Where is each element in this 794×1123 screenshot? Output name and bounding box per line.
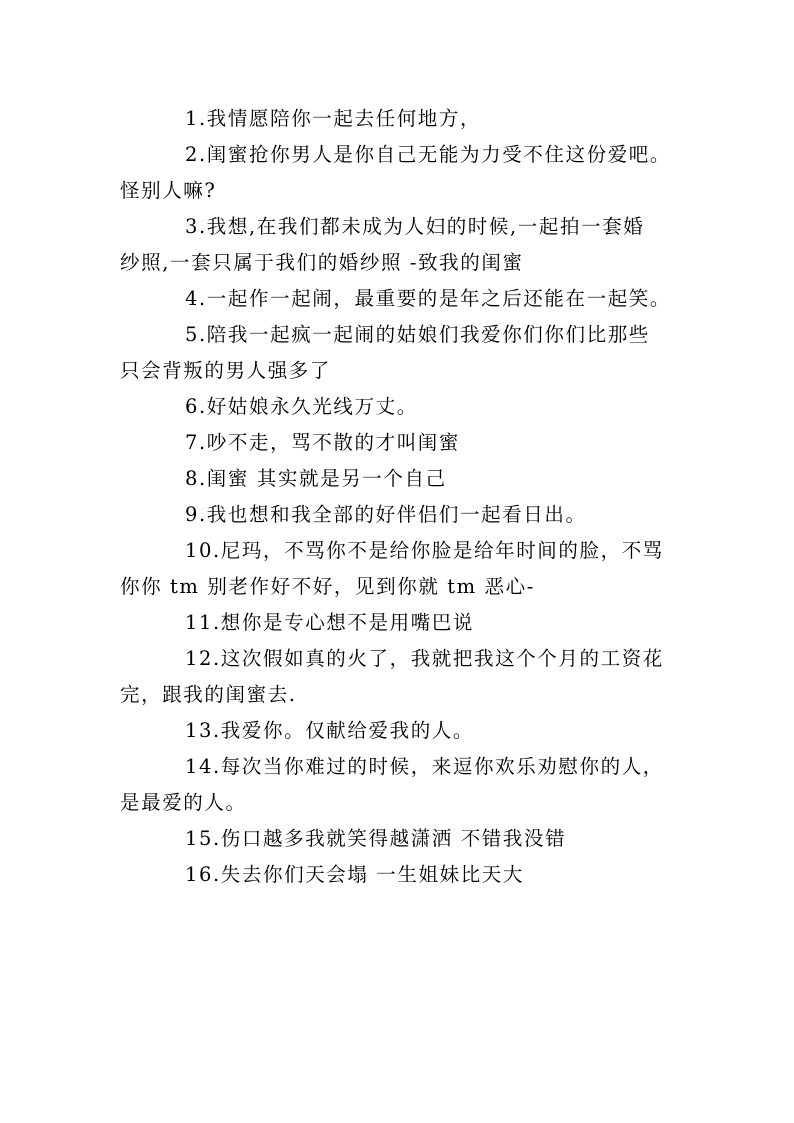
list-item-15 [120, 821, 680, 857]
item-3-line-1: 3.我想,在我们都未成为人妇的时候,一起拍一套婚 [185, 215, 645, 238]
list-item-8 [120, 461, 680, 497]
list-item-2 [120, 137, 680, 209]
item-10-line-1: 10.尼玛，不骂你不是给你脸是给年时间的脸，不骂 [185, 539, 664, 562]
item-10-line-2: 你你 tm 别老作好不好，见到你就 tm 恶心- [120, 575, 535, 598]
item-8-line-1: 8.闺蜜 其实就是另一个自己 [185, 467, 447, 490]
item-13-line-1: 13.我爱你。仅献给爱我的人。 [185, 719, 475, 742]
list-item-7 [120, 425, 680, 461]
list-item-13 [120, 713, 680, 749]
item-15-line-1: 15.伤口越多我就笑得越潇洒 不错我没错 [185, 827, 567, 850]
item-7-line-1: 7.吵不走，骂不散的才叫闺蜜 [185, 431, 461, 454]
item-2-line-2: 怪别人嘛? [120, 179, 217, 202]
item-16-line-1: 16.失去你们天会塌 一生姐妹比天大 [185, 863, 525, 886]
item-5-line-1: 5.陪我一起疯一起闹的姑娘们我爱你们你们比那些 [185, 323, 650, 346]
item-9-line-1: 9.我也想和我全部的好伴侣们一起看日出。 [185, 503, 587, 526]
item-6-line-1: 6.好姑娘永久光线万丈。 [185, 395, 418, 418]
item-12-line-2: 完，跟我的闺蜜去. [120, 683, 297, 706]
document-body [120, 101, 680, 893]
list-item-4 [120, 281, 680, 317]
list-item-12 [120, 641, 680, 713]
item-5-line-2: 只会背叛的男人强多了 [120, 359, 332, 382]
list-item-14 [120, 749, 680, 821]
list-item-5 [120, 317, 680, 389]
list-item-9 [120, 497, 680, 533]
item-12-line-1: 12.这次假如真的火了，我就把我这个个月的工资花 [185, 647, 664, 670]
list-item-6 [120, 389, 680, 425]
list-item-1 [120, 101, 680, 137]
list-item-16 [120, 857, 680, 893]
list-item-3 [120, 209, 680, 281]
item-3-line-2: 纱照,一套只属于我们的婚纱照 -致我的闺蜜 [120, 251, 524, 274]
list-item-11 [120, 605, 680, 641]
list-item-10 [120, 533, 680, 605]
item-11-line-1: 11.想你是专心想不是用嘴巴说 [185, 611, 475, 634]
item-14-line-1: 14.每次当你难过的时候，来逗你欢乐劝慰你的人， [185, 755, 664, 778]
item-4-line-1: 4.一起作一起闹，最重要的是年之后还能在一起笑。 [185, 287, 672, 310]
item-1-line-1: 1.我情愿陪你一起去任何地方， [185, 107, 482, 130]
item-14-line-2: 是最爱的人。 [120, 791, 247, 814]
item-2-line-1: 2.闺蜜抢你男人是你自己无能为力受不住这份爱吧。 [185, 143, 672, 166]
